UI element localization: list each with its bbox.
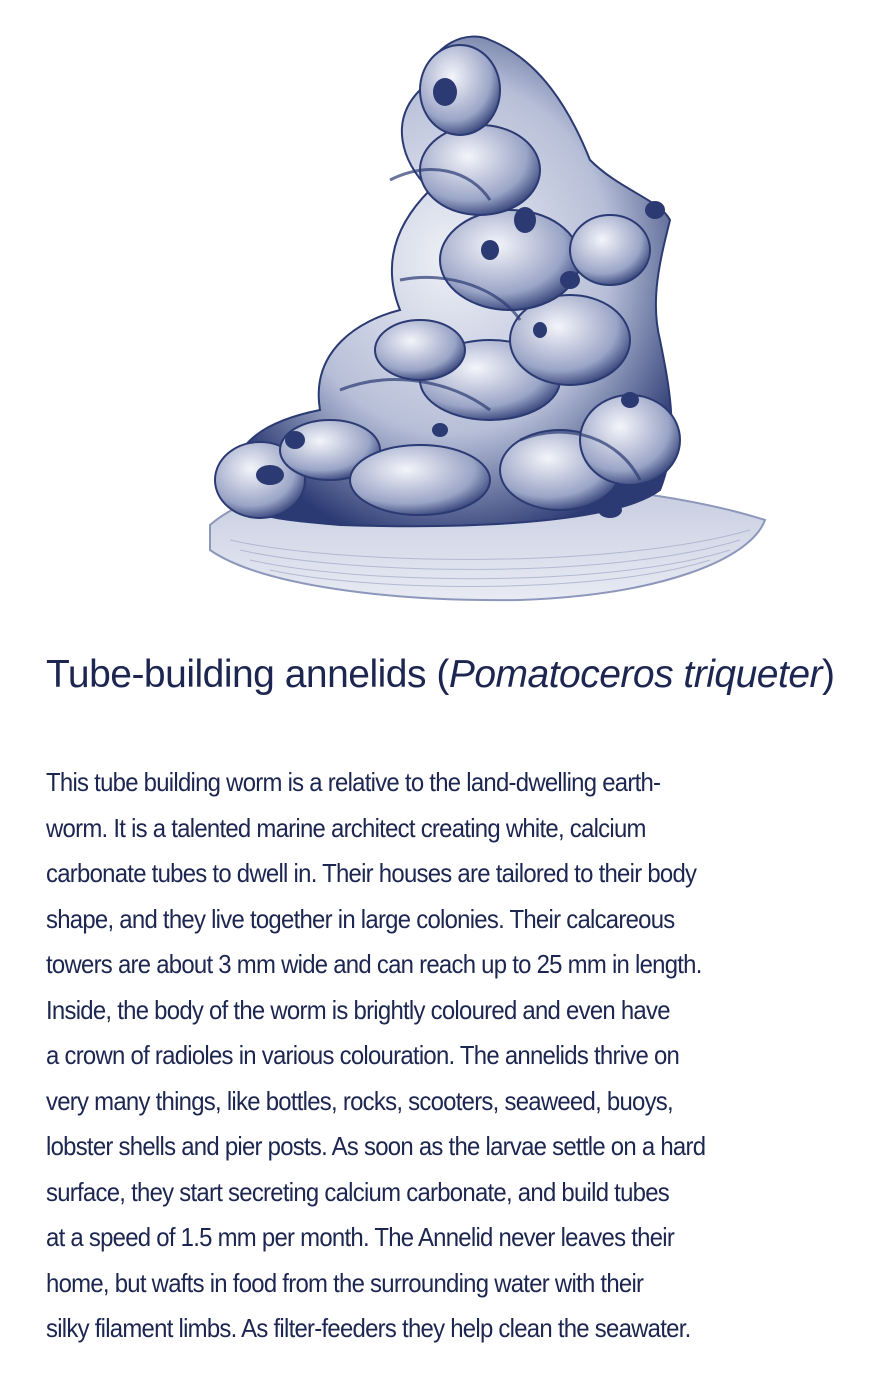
- paragraph-line: lobster shells and pier posts. As soon as the larvae settle on a hard: [46, 1131, 706, 1161]
- paragraph-line: worm. It is a talented marine architect creating white, calcium: [46, 812, 646, 843]
- paragraph-line: a crown of radioles in various colouration. The annelids thrive on: [46, 1040, 680, 1070]
- tube-worm-colony-illustration: [190, 20, 780, 620]
- paragraph-line: Inside, the body of the worm is brightly coloured and even have: [46, 994, 670, 1025]
- paragraph-line: at a speed of 1.5 mm per month. The Annelid never leaves their: [46, 1222, 675, 1252]
- page-title: [46, 652, 846, 699]
- paragraph-line: towers are about 3 mm wide and can reach up to 25 mm in length.: [46, 949, 702, 979]
- title-species: Pomatoceros triqueter: [448, 653, 823, 696]
- description-paragraph: [46, 760, 856, 1352]
- paragraph-line: home, but wafts in food from the surrounding water with their: [46, 1267, 644, 1298]
- paragraph-line: shape, and they live together in large colonies. Their calcareous: [46, 903, 675, 934]
- paragraph-line: surface, they start secreting calcium carbonate, and build tubes: [46, 1176, 670, 1207]
- paragraph-line: silky filament limbs. As filter-feeders they help clean the seawater.: [46, 1313, 691, 1343]
- title-close: ): [822, 653, 835, 696]
- paragraph-line: carbonate tubes to dwell in. Their houses are tailored to their body: [46, 858, 697, 888]
- paragraph-line: very many things, like bottles, rocks, scooters, seaweed, buoys,: [46, 1085, 673, 1116]
- title-main: Tube-building annelids (: [46, 653, 449, 696]
- specimen-image: [190, 20, 780, 620]
- paragraph-line: This tube building worm is a relative to the land-dwelling earth-: [46, 767, 661, 797]
